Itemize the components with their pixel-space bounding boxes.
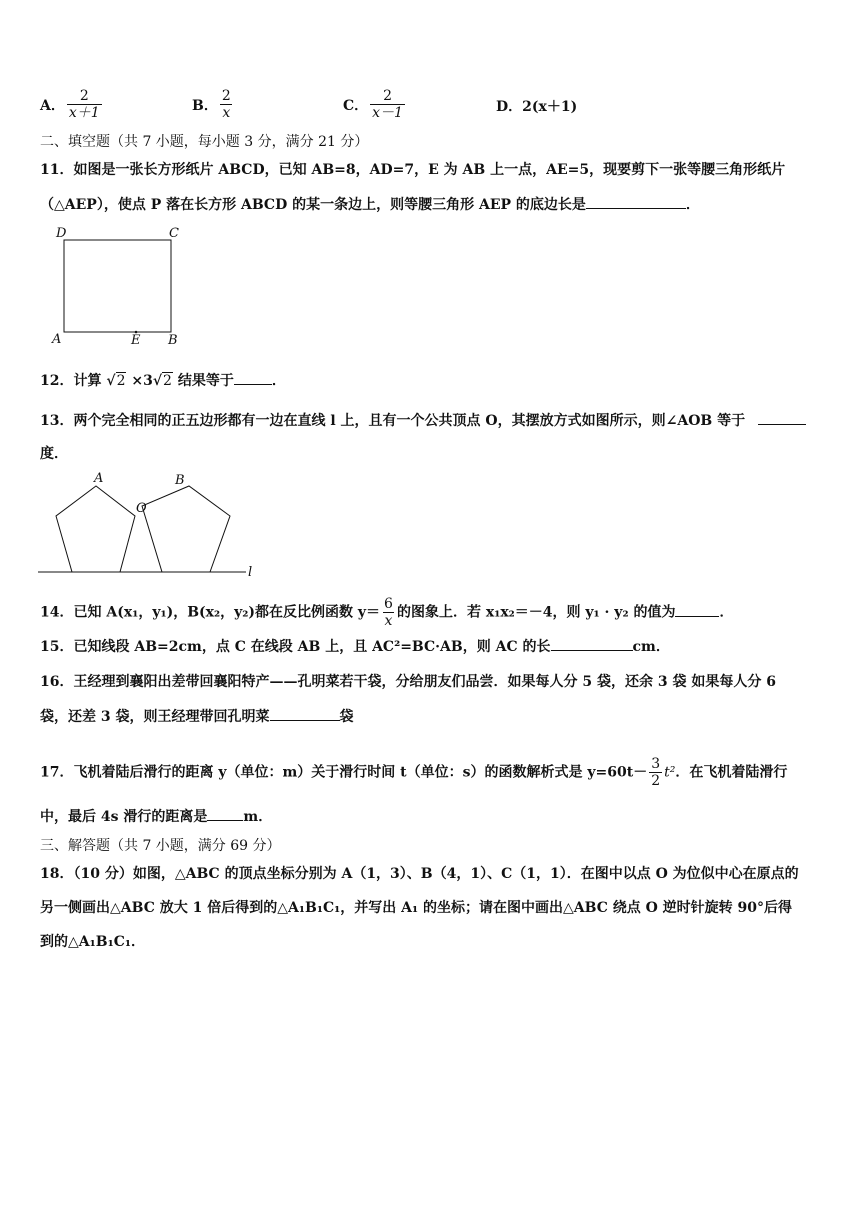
q18-line1: 18．（10 分）如图，△ABC 的顶点坐标分别为 A（1，3）、B（4，1）、C（1，1）．在图中以点 O 为位似中心在原点的 xyxy=(40,866,799,882)
section-3-heading: 三、解答题（共 7 小题，满分 69 分） xyxy=(40,838,281,854)
q16-answer-blank xyxy=(270,706,340,721)
option-c xyxy=(343,88,407,121)
label-a: A xyxy=(52,332,62,347)
q14-den: x xyxy=(384,613,393,629)
q14-answer-blank xyxy=(675,602,719,617)
option-c-fraction xyxy=(370,88,405,121)
label-d: D xyxy=(56,226,67,241)
q12-radicand-2: 2 xyxy=(163,373,172,389)
option-c-den: x－1 xyxy=(372,105,403,121)
option-d-label: D． xyxy=(496,99,523,115)
label-l: l xyxy=(248,565,253,580)
option-b-label: B． xyxy=(192,97,218,114)
q14-fraction xyxy=(382,596,395,629)
q17-pre: 17．飞机着陆后滑行的距离 y（单位：m）关于滑行时间 t（单位：s）的函数解析式是 y=60t－ xyxy=(40,764,648,781)
q17-fraction xyxy=(649,756,662,789)
q17-line2-text: 中，最后 4s 滑行的距离是 xyxy=(40,809,208,825)
option-c-num: 2 xyxy=(383,88,393,104)
q14-line xyxy=(40,596,733,629)
option-a-den: x＋1 xyxy=(68,105,100,121)
q11-rectangle-figure xyxy=(50,222,190,350)
q13-text: 13．两个完全相同的正五边形都有一边在直线 l 上，且有一个公共顶点 O，其摆放方式如图所示，则∠AOB 等于 xyxy=(40,413,746,429)
q13-line1 xyxy=(40,410,806,431)
q17-num: 3 xyxy=(651,756,661,772)
q17-post: ．在飞机着陆滑行 xyxy=(675,764,788,781)
q16-line1: 16．王经理到襄阳出差带回襄阳特产——孔明菜若干袋，分给朋友们品尝．如果每人分 5 袋，还余 3 袋 如果每人分 6 xyxy=(40,674,776,690)
q11-line1: 11．如图是一张长方形纸片 ABCD，已知 AB=8，AD=7，E 为 AB 上一点，AE=5，现要剪下一张等腰三角形纸片 xyxy=(40,162,786,178)
q14-pre: 14．已知 A(x₁，y₁)，B(x₂，y₂)都在反比例函数 y＝ xyxy=(40,604,381,621)
option-b-den: x xyxy=(222,105,231,121)
option-d xyxy=(496,96,577,116)
q17-t-squared: t² xyxy=(664,764,676,781)
q12-line xyxy=(40,370,286,391)
option-a-fraction xyxy=(67,88,102,121)
label-b: B xyxy=(175,473,185,488)
q13-pentagon-figure xyxy=(38,470,268,580)
q17-end: m． xyxy=(243,809,273,825)
q17-line2 xyxy=(40,806,272,827)
q11-line2-text: （△AEP），使点 P 落在长方形 ABCD 的某一条边上，则等腰三角形 AEP 的底边长是 xyxy=(40,197,586,213)
option-d-text: 2(x＋1) xyxy=(522,99,578,115)
option-b xyxy=(192,88,235,121)
option-b-num: 2 xyxy=(221,88,231,104)
label-e: E xyxy=(131,333,141,348)
q14-post: 的图象上．若 x₁x₂＝－4，则 y₁ · y₂ 的值为 xyxy=(396,604,676,621)
q16-end: 袋 xyxy=(339,709,354,725)
q12-end: ． xyxy=(271,373,286,389)
q12-pre: 12．计算 xyxy=(40,373,102,389)
q17-line1 xyxy=(40,756,787,789)
section-2-heading: 二、填空题（共 7 小题，每小题 3 分，满分 21 分） xyxy=(40,134,369,150)
option-a xyxy=(40,88,104,121)
q15-line xyxy=(40,636,670,657)
q18-line2: 另一侧画出△ABC 放大 1 倍后得到的△A₁B₁C₁，并写出 A₁ 的坐标；请在图中画出△ABC 绕点 O 逆时针旋转 90°后得 xyxy=(40,900,793,916)
q15-text: 15．已知线段 AB=2cm，点 C 在线段 AB 上，且 AC²=BC·AB，则 AC 的长 xyxy=(40,639,551,655)
q13-answer-blank xyxy=(758,410,806,425)
q16-line2 xyxy=(40,706,354,727)
q11-answer-blank xyxy=(586,194,686,209)
label-o: O xyxy=(136,501,147,516)
label-a: A xyxy=(94,471,104,486)
label-b: B xyxy=(168,333,178,348)
q13-line2: 度． xyxy=(40,446,68,462)
left-pentagon xyxy=(56,486,135,572)
q18-line3: 到的△A₁B₁C₁． xyxy=(40,934,145,950)
option-a-label: A． xyxy=(40,97,65,114)
option-a-num: 2 xyxy=(79,88,89,104)
q11-line2 xyxy=(40,194,700,215)
option-c-label: C． xyxy=(343,97,369,114)
q14-end: ． xyxy=(719,604,734,621)
q14-num: 6 xyxy=(384,596,393,612)
q17-den: 2 xyxy=(651,773,661,789)
q12-post: 结果等于 xyxy=(177,373,234,389)
q15-answer-blank xyxy=(551,636,633,651)
q11-end: ． xyxy=(685,197,700,213)
q12-sqrt-2: √2 xyxy=(152,373,172,389)
q16-text: 袋，还差 3 袋，则王经理带回孔明菜 xyxy=(40,709,270,725)
q15-end: cm． xyxy=(632,639,670,655)
rectangle-abcd xyxy=(64,240,171,332)
q12-times: ×3 xyxy=(131,373,153,389)
option-b-fraction xyxy=(220,88,233,121)
label-c: C xyxy=(169,226,179,241)
q12-sqrt-1: √2 xyxy=(106,373,126,389)
right-pentagon xyxy=(142,486,230,572)
q17-answer-blank xyxy=(207,806,243,821)
q12-radicand-1: 2 xyxy=(116,373,126,389)
q12-answer-blank xyxy=(234,370,272,385)
